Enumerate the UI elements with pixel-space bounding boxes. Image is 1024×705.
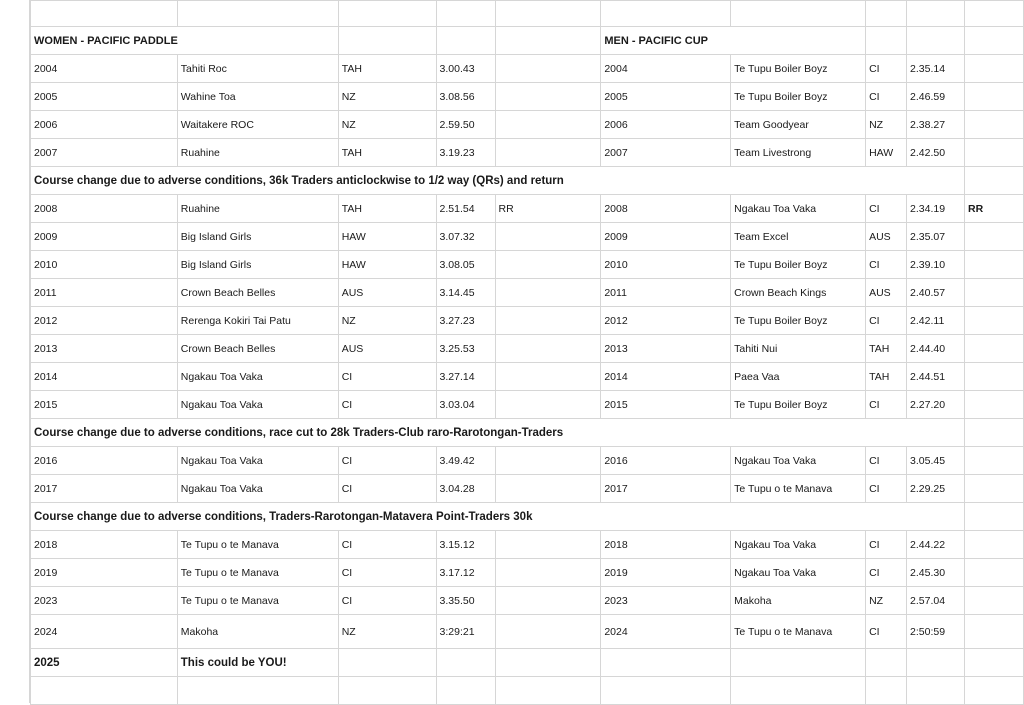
table-row	[31, 223, 1024, 251]
table-row	[31, 615, 1024, 649]
women-team-cell[interactable]: Te Tupu o te Manava	[177, 531, 338, 559]
women-country-cell[interactable]: CI	[338, 531, 436, 559]
women-team-cell[interactable]: Ruahine	[177, 139, 338, 167]
women-team-cell[interactable]: Ngakau Toa Vaka	[177, 363, 338, 391]
course-change-note[interactable]: Course change due to adverse conditions, race cut to 28k Traders-Club raro-Rarotongan-Traders	[31, 419, 965, 447]
men-team-cell[interactable]: Te Tupu Boiler Boyz	[731, 307, 866, 335]
women-team-cell[interactable]: Crown Beach Belles	[177, 335, 338, 363]
men-team-cell[interactable]: Ngakau Toa Vaka	[731, 531, 866, 559]
table-row	[31, 251, 1024, 279]
final-year-cell[interactable]: 2025	[31, 649, 178, 677]
women-time-cell[interactable]: 3.03.04	[436, 391, 495, 419]
men-year-cell[interactable]: 2006	[601, 111, 731, 139]
men-note-cell[interactable]	[965, 475, 1024, 503]
women-time-cell[interactable]: 3.14.45	[436, 279, 495, 307]
results-table	[30, 0, 1024, 705]
women-time-cell[interactable]: 3.00.43	[436, 55, 495, 83]
women-team-cell[interactable]: Ruahine	[177, 195, 338, 223]
men-country-cell[interactable]: CI	[866, 615, 907, 649]
men-note-cell[interactable]	[965, 559, 1024, 587]
women-country-cell[interactable]: CI	[338, 475, 436, 503]
women-time-cell[interactable]: 3.19.23	[436, 139, 495, 167]
women-team-cell[interactable]: Tahiti Roc	[177, 55, 338, 83]
women-time-cell[interactable]: 3.35.50	[436, 587, 495, 615]
women-note-cell[interactable]	[495, 335, 601, 363]
men-country-cell[interactable]: CI	[866, 447, 907, 475]
women-note-cell[interactable]	[495, 279, 601, 307]
women-year-cell[interactable]: 2019	[31, 559, 178, 587]
women-year-cell[interactable]: 2007	[31, 139, 178, 167]
men-country-cell[interactable]: HAW	[866, 139, 907, 167]
women-country-cell[interactable]: CI	[338, 391, 436, 419]
table-row	[31, 55, 1024, 83]
men-year-cell[interactable]: 2014	[601, 363, 731, 391]
women-time-cell[interactable]: 3.27.14	[436, 363, 495, 391]
men-team-cell[interactable]: Tahiti Nui	[731, 335, 866, 363]
men-country-cell[interactable]: CI	[866, 55, 907, 83]
men-country-cell[interactable]: AUS	[866, 279, 907, 307]
course-change-row	[31, 419, 1024, 447]
women-year-cell[interactable]: 2010	[31, 251, 178, 279]
women-note-cell[interactable]: RR	[495, 195, 601, 223]
women-time-cell[interactable]: 3.08.05	[436, 251, 495, 279]
table-row	[31, 531, 1024, 559]
men-team-cell[interactable]: Ngakau Toa Vaka	[731, 559, 866, 587]
men-team-cell[interactable]: Ngakau Toa Vaka	[731, 195, 866, 223]
women-country-cell[interactable]: CI	[338, 587, 436, 615]
men-time-cell[interactable]: 2.27.20	[907, 391, 965, 419]
women-note-cell[interactable]	[495, 587, 601, 615]
men-team-cell[interactable]: Team Livestrong	[731, 139, 866, 167]
women-team-cell[interactable]: Te Tupu o te Manava	[177, 559, 338, 587]
men-time-cell[interactable]: 2.44.40	[907, 335, 965, 363]
course-change-note[interactable]: Course change due to adverse conditions, 36k Traders anticlockwise to 1/2 way (QRs) and return	[31, 167, 965, 195]
women-team-cell[interactable]: Makoha	[177, 615, 338, 649]
men-country-cell[interactable]: CI	[866, 475, 907, 503]
women-year-cell[interactable]: 2005	[31, 83, 178, 111]
women-title[interactable]: WOMEN - PACIFIC PADDLE	[31, 27, 339, 55]
men-country-cell[interactable]: CI	[866, 559, 907, 587]
men-note-cell[interactable]	[965, 139, 1024, 167]
women-note-cell[interactable]	[495, 559, 601, 587]
men-year-cell[interactable]: 2011	[601, 279, 731, 307]
row-gutter	[0, 0, 30, 703]
men-team-cell[interactable]: Te Tupu o te Manava	[731, 615, 866, 649]
women-team-cell[interactable]: Te Tupu o te Manava	[177, 587, 338, 615]
women-year-cell[interactable]: 2009	[31, 223, 178, 251]
women-team-cell[interactable]: Ngakau Toa Vaka	[177, 475, 338, 503]
final-text-cell[interactable]: This could be YOU!	[177, 649, 338, 677]
women-country-cell[interactable]: HAW	[338, 251, 436, 279]
men-country-cell[interactable]: CI	[866, 391, 907, 419]
men-team-cell[interactable]: Makoha	[731, 587, 866, 615]
women-year-cell[interactable]: 2015	[31, 391, 178, 419]
men-time-cell[interactable]: 2.35.07	[907, 223, 965, 251]
table-row	[31, 559, 1024, 587]
women-team-cell[interactable]: Rerenga Kokiri Tai Patu	[177, 307, 338, 335]
men-year-cell[interactable]: 2015	[601, 391, 731, 419]
men-year-cell[interactable]: 2019	[601, 559, 731, 587]
table-row	[31, 279, 1024, 307]
women-time-cell[interactable]: 3.07.32	[436, 223, 495, 251]
men-time-cell[interactable]: 2.57.04	[907, 587, 965, 615]
men-note-cell[interactable]	[965, 251, 1024, 279]
men-team-cell[interactable]: Te Tupu Boiler Boyz	[731, 83, 866, 111]
women-country-cell[interactable]: AUS	[338, 279, 436, 307]
women-year-cell[interactable]: 2006	[31, 111, 178, 139]
men-team-cell[interactable]: Te Tupu Boiler Boyz	[731, 251, 866, 279]
women-year-cell[interactable]: 2014	[31, 363, 178, 391]
men-year-cell[interactable]: 2009	[601, 223, 731, 251]
women-year-cell[interactable]: 2011	[31, 279, 178, 307]
men-note-cell[interactable]	[965, 279, 1024, 307]
women-year-cell[interactable]: 2016	[31, 447, 178, 475]
women-country-cell[interactable]: CI	[338, 363, 436, 391]
men-time-cell[interactable]: 2.46.59	[907, 83, 965, 111]
men-team-cell[interactable]: Crown Beach Kings	[731, 279, 866, 307]
men-country-cell[interactable]: CI	[866, 531, 907, 559]
women-year-cell[interactable]: 2024	[31, 615, 178, 649]
men-year-cell[interactable]: 2012	[601, 307, 731, 335]
men-time-cell[interactable]: 2.44.51	[907, 363, 965, 391]
final-row	[31, 649, 1024, 677]
women-year-cell[interactable]: 2018	[31, 531, 178, 559]
men-team-cell[interactable]: Ngakau Toa Vaka	[731, 447, 866, 475]
women-note-cell[interactable]	[495, 139, 601, 167]
table-row	[31, 83, 1024, 111]
women-country-cell[interactable]: HAW	[338, 223, 436, 251]
men-team-cell[interactable]: Team Goodyear	[731, 111, 866, 139]
men-country-cell[interactable]: CI	[866, 195, 907, 223]
men-year-cell[interactable]: 2008	[601, 195, 731, 223]
men-year-cell[interactable]: 2004	[601, 55, 731, 83]
men-time-cell[interactable]: 2.45.30	[907, 559, 965, 587]
men-note-cell[interactable]: RR	[965, 195, 1024, 223]
women-team-cell[interactable]: Ngakau Toa Vaka	[177, 447, 338, 475]
women-time-cell[interactable]: 3:29:21	[436, 615, 495, 649]
women-year-cell[interactable]: 2017	[31, 475, 178, 503]
women-year-cell[interactable]: 2004	[31, 55, 178, 83]
men-team-cell[interactable]: Te Tupu Boiler Boyz	[731, 391, 866, 419]
women-time-cell[interactable]: 2.59.50	[436, 111, 495, 139]
men-time-cell[interactable]: 3.05.45	[907, 447, 965, 475]
course-change-note[interactable]: Course change due to adverse conditions, Traders-Rarotongan-Matavera Point-Traders 30k	[31, 503, 965, 531]
table-row	[31, 139, 1024, 167]
men-year-cell[interactable]: 2016	[601, 447, 731, 475]
table-row	[31, 363, 1024, 391]
header-row	[31, 27, 1024, 55]
top-blank-row	[31, 1, 1024, 27]
women-country-cell[interactable]: AUS	[338, 335, 436, 363]
women-country-cell[interactable]: CI	[338, 559, 436, 587]
men-time-cell[interactable]: 2.38.27	[907, 111, 965, 139]
women-note-cell[interactable]	[495, 223, 601, 251]
men-time-cell[interactable]: 2:50:59	[907, 615, 965, 649]
men-country-cell[interactable]: TAH	[866, 335, 907, 363]
women-country-cell[interactable]: TAH	[338, 55, 436, 83]
table-row	[31, 587, 1024, 615]
women-country-cell[interactable]: NZ	[338, 615, 436, 649]
women-note-cell[interactable]	[495, 391, 601, 419]
women-note-cell[interactable]	[495, 615, 601, 649]
men-year-cell[interactable]: 2013	[601, 335, 731, 363]
men-note-cell[interactable]	[965, 531, 1024, 559]
men-team-cell[interactable]: Te Tupu Boiler Boyz	[731, 55, 866, 83]
men-note-cell[interactable]	[965, 587, 1024, 615]
men-team-cell[interactable]: Team Excel	[731, 223, 866, 251]
men-time-cell[interactable]: 2.35.14	[907, 55, 965, 83]
women-year-cell[interactable]: 2012	[31, 307, 178, 335]
men-year-cell[interactable]: 2018	[601, 531, 731, 559]
men-time-cell[interactable]: 2.42.11	[907, 307, 965, 335]
women-team-cell[interactable]: Big Island Girls	[177, 223, 338, 251]
women-time-cell[interactable]: 3.49.42	[436, 447, 495, 475]
women-note-cell[interactable]	[495, 475, 601, 503]
men-note-cell[interactable]	[965, 55, 1024, 83]
course-change-row	[31, 503, 1024, 531]
women-time-cell[interactable]: 3.17.12	[436, 559, 495, 587]
blank-row	[31, 677, 1024, 705]
women-note-cell[interactable]	[495, 363, 601, 391]
women-time-cell[interactable]: 3.08.56	[436, 83, 495, 111]
men-note-cell[interactable]	[965, 307, 1024, 335]
women-time-cell[interactable]: 3.04.28	[436, 475, 495, 503]
men-time-cell[interactable]: 2.39.10	[907, 251, 965, 279]
women-time-cell[interactable]: 3.25.53	[436, 335, 495, 363]
women-team-cell[interactable]: Ngakau Toa Vaka	[177, 391, 338, 419]
women-team-cell[interactable]: Big Island Girls	[177, 251, 338, 279]
women-country-cell[interactable]: NZ	[338, 111, 436, 139]
women-country-cell[interactable]: NZ	[338, 83, 436, 111]
women-team-cell[interactable]: Wahine Toa	[177, 83, 338, 111]
men-note-cell[interactable]	[965, 363, 1024, 391]
course-change-row	[31, 167, 1024, 195]
men-note-cell[interactable]	[965, 447, 1024, 475]
women-country-cell[interactable]: TAH	[338, 139, 436, 167]
women-note-cell[interactable]	[495, 531, 601, 559]
men-note-cell[interactable]	[965, 83, 1024, 111]
table-row	[31, 195, 1024, 223]
women-note-cell[interactable]	[495, 111, 601, 139]
men-time-cell[interactable]: 2.40.57	[907, 279, 965, 307]
table-row	[31, 111, 1024, 139]
women-time-cell[interactable]: 3.27.23	[436, 307, 495, 335]
women-team-cell[interactable]: Crown Beach Belles	[177, 279, 338, 307]
men-time-cell[interactable]: 2.44.22	[907, 531, 965, 559]
men-note-cell[interactable]	[965, 391, 1024, 419]
men-country-cell[interactable]: CI	[866, 307, 907, 335]
table-row	[31, 447, 1024, 475]
men-team-cell[interactable]: Paea Vaa	[731, 363, 866, 391]
women-year-cell[interactable]: 2023	[31, 587, 178, 615]
women-note-cell[interactable]	[495, 251, 601, 279]
men-year-cell[interactable]: 2007	[601, 139, 731, 167]
table-row	[31, 475, 1024, 503]
table-row	[31, 391, 1024, 419]
men-time-cell[interactable]: 2.34.19	[907, 195, 965, 223]
men-country-cell[interactable]: AUS	[866, 223, 907, 251]
women-time-cell[interactable]: 3.15.12	[436, 531, 495, 559]
men-country-cell[interactable]: CI	[866, 251, 907, 279]
men-note-cell[interactable]	[965, 615, 1024, 649]
men-country-cell[interactable]: NZ	[866, 111, 907, 139]
table-row	[31, 335, 1024, 363]
women-note-cell[interactable]	[495, 83, 601, 111]
men-year-cell[interactable]: 2023	[601, 587, 731, 615]
men-year-cell[interactable]: 2010	[601, 251, 731, 279]
women-team-cell[interactable]: Waitakere ROC	[177, 111, 338, 139]
women-year-cell[interactable]: 2013	[31, 335, 178, 363]
women-country-cell[interactable]: TAH	[338, 195, 436, 223]
women-note-cell[interactable]	[495, 307, 601, 335]
women-note-cell[interactable]	[495, 447, 601, 475]
men-year-cell[interactable]: 2005	[601, 83, 731, 111]
men-year-cell[interactable]: 2024	[601, 615, 731, 649]
men-time-cell[interactable]: 2.29.25	[907, 475, 965, 503]
men-note-cell[interactable]	[965, 335, 1024, 363]
men-note-cell[interactable]	[965, 223, 1024, 251]
women-country-cell[interactable]: CI	[338, 447, 436, 475]
women-country-cell[interactable]: NZ	[338, 307, 436, 335]
men-title[interactable]: MEN - PACIFIC CUP	[601, 27, 866, 55]
men-time-cell[interactable]: 2.42.50	[907, 139, 965, 167]
men-team-cell[interactable]: Te Tupu o te Manava	[731, 475, 866, 503]
men-year-cell[interactable]: 2017	[601, 475, 731, 503]
women-time-cell[interactable]: 2.51.54	[436, 195, 495, 223]
men-note-cell[interactable]	[965, 111, 1024, 139]
women-note-cell[interactable]	[495, 55, 601, 83]
women-year-cell[interactable]: 2008	[31, 195, 178, 223]
men-country-cell[interactable]: NZ	[866, 587, 907, 615]
men-country-cell[interactable]: CI	[866, 83, 907, 111]
men-country-cell[interactable]: TAH	[866, 363, 907, 391]
results-body	[31, 1, 1024, 705]
table-row	[31, 307, 1024, 335]
